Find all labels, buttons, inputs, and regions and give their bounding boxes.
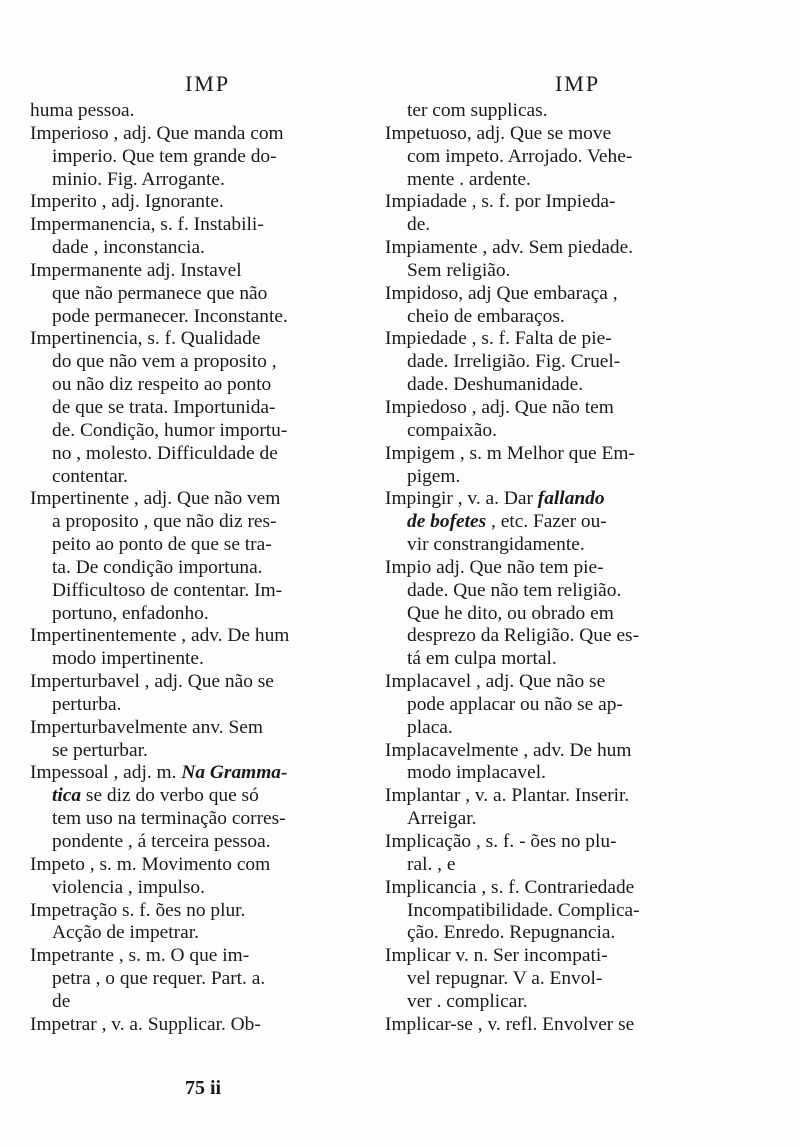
entry-line: Implicação , s. f. - ões no plu-	[385, 831, 617, 852]
entry-line: peito ao ponto de que se tra-	[52, 534, 272, 556]
entry-line: minio. Fig. Arrogante.	[52, 168, 225, 190]
entry-line: imperio. Que tem grande do-	[52, 145, 277, 167]
entry-line: Impio adj. Que não tem pie-	[385, 556, 604, 578]
entry-line: vel repugnar. V a. Envol-	[407, 968, 603, 990]
entry-line: ral. , e	[407, 853, 456, 875]
entry-line: ção. Enredo. Repugnancia.	[407, 922, 616, 944]
entry-text: se diz do verbo que só	[81, 785, 259, 807]
entry-line: vir constrangidamente.	[407, 534, 585, 556]
entry-line	[385, 488, 740, 511]
entry-line: dade. Que não tem religião.	[407, 579, 622, 601]
entry-line: no , molesto. Difficuldade de	[52, 442, 278, 464]
entry-line: de	[52, 990, 71, 1012]
entry-line: ter com supplicas.	[407, 100, 548, 121]
right-column	[385, 70, 740, 1037]
entry-line: Impermanente adj. Instavel	[30, 259, 242, 281]
entry-line: Impidoso, adj Que embaraça ,	[385, 282, 618, 304]
entry-line: Incompatibilidade. Complica-	[407, 899, 640, 921]
entry-line: petra , o que requer. Part. a.	[52, 968, 266, 990]
entry-line: Impiadade , s. f. por Impieda-	[385, 191, 616, 213]
right-running-header: IMP	[554, 71, 601, 96]
entry-line: de. Condição, humor importu-	[52, 419, 288, 441]
entry-line: Impetuoso, adj. Que se move	[385, 122, 612, 144]
entry-line: Impiamente , adv. Sem piedade.	[385, 237, 634, 259]
entry-line: Imperito , adj. Ignorante.	[30, 191, 224, 213]
entry-line: Difficultoso de contentar. Im-	[52, 579, 283, 601]
entry-line: Impigem , s. m Melhor que Em-	[385, 442, 635, 464]
italic-phrase: Na Gramma-	[181, 762, 288, 784]
entry-line	[30, 785, 375, 808]
entry-line: Impertinentemente , adv. De hum	[30, 625, 290, 647]
entry-line: modo implacavel.	[407, 762, 546, 784]
italic-phrase: bofetes	[430, 511, 487, 533]
entry-line: tem uso na terminação corres-	[52, 808, 286, 830]
entry-line: violencia , impulso.	[52, 876, 205, 898]
entry-line: compaixão.	[407, 419, 497, 441]
entry-line: ver . complicar.	[407, 990, 528, 1012]
left-column	[30, 70, 375, 1037]
entry-line: Que he dito, ou obrado em	[407, 602, 614, 624]
entry-line: pondente , á terceira pessoa.	[52, 831, 271, 852]
entry-line: Impertinente , adj. Que não vem	[30, 488, 281, 510]
entry-line: com impeto. Arrojado. Vehe-	[407, 145, 633, 167]
entry-line: portuno, enfadonho.	[52, 602, 209, 624]
entry-line: modo impertinente.	[52, 648, 204, 670]
entry-line: ta. De condição importuna.	[52, 556, 263, 578]
entry-line: tá em culpa mortal.	[407, 648, 557, 670]
entry-line: que não permanece que não	[52, 282, 268, 304]
entry-line: dade , inconstancia.	[52, 237, 205, 259]
entry-line: Imperioso , adj. Que manda com	[30, 122, 284, 144]
entry-line: Impetrante , s. m. O que im-	[30, 945, 250, 967]
entry-line: Impermanencia, s. f. Instabili-	[30, 214, 264, 236]
entry-line: pode applacar ou não se ap-	[407, 693, 623, 715]
entry-line: Implacavelmente , adv. De hum	[385, 739, 632, 761]
entry-line: Arreigar.	[407, 808, 477, 830]
entry-line: a proposito , que não diz res-	[52, 511, 277, 533]
entry-line: Impetrar , v. a. Supplicar. Ob-	[30, 1013, 261, 1035]
entry-line: Impetração s. f. ões no plur.	[30, 899, 246, 921]
entry-line: Impertinencia, s. f. Qualidade	[30, 328, 261, 350]
entry-line: Implicar v. n. Ser incompati-	[385, 945, 608, 967]
entry-text: , etc. Fazer ou-	[486, 511, 607, 533]
entry-line: Impiedoso , adj. Que não tem	[385, 396, 614, 418]
entry-line: placa.	[407, 716, 453, 738]
entry-line: Impeto , s. m. Movimento com	[30, 853, 271, 875]
entry-line: Impiedade , s. f. Falta de pie-	[385, 328, 612, 350]
entry-line: cheio de embaraços.	[407, 305, 565, 327]
entry-line: mente . ardente.	[407, 168, 531, 190]
entry-line: pigem.	[407, 465, 461, 487]
entry-line	[385, 511, 740, 534]
entry-text: Impingir , v. a. Dar	[385, 488, 533, 510]
entry-line: contentar.	[52, 465, 128, 487]
entry-line: ou não diz respeito ao ponto	[52, 374, 272, 396]
entry-line: Acção de impetrar.	[52, 922, 199, 944]
entry-text: Impessoal , adj. m.	[30, 762, 177, 784]
italic-phrase: de	[407, 511, 426, 533]
left-running-header: IMP	[184, 71, 231, 96]
italic-phrase: tica	[52, 785, 82, 807]
entry-line: perturba.	[52, 693, 122, 715]
entry-line	[30, 762, 375, 785]
entry-line: Imperturbavel , adj. Que não se	[30, 671, 274, 693]
entry-line: do que não vem a proposito ,	[52, 351, 277, 373]
entry-line: Implicancia , s. f. Contrariedade	[385, 876, 635, 898]
entry-line: Imperturbavelmente anv. Sem	[30, 716, 263, 738]
entry-line: desprezo da Religião. Que es-	[407, 625, 640, 647]
entry-line: Implicar-se , v. refl. Envolver se	[385, 1013, 635, 1035]
page-number: 75 ii	[185, 1077, 222, 1099]
entry-line: se perturbar.	[52, 739, 148, 761]
entry-line: dade. Irreligião. Fig. Cruel-	[407, 351, 621, 373]
entry-line: Implantar , v. a. Plantar. Inserir.	[385, 785, 630, 807]
entry-line: de.	[407, 214, 431, 236]
entry-line: huma pessoa.	[30, 100, 135, 121]
entry-line: Implacavel , adj. Que não se	[385, 671, 606, 693]
entry-line: de que se trata. Importunida-	[52, 396, 276, 418]
entry-line: pode permanecer. Inconstante.	[52, 305, 288, 327]
entry-line: dade. Deshumanidade.	[407, 374, 584, 396]
italic-phrase: fallando	[537, 488, 605, 510]
entry-line: Sem religião.	[407, 259, 511, 281]
